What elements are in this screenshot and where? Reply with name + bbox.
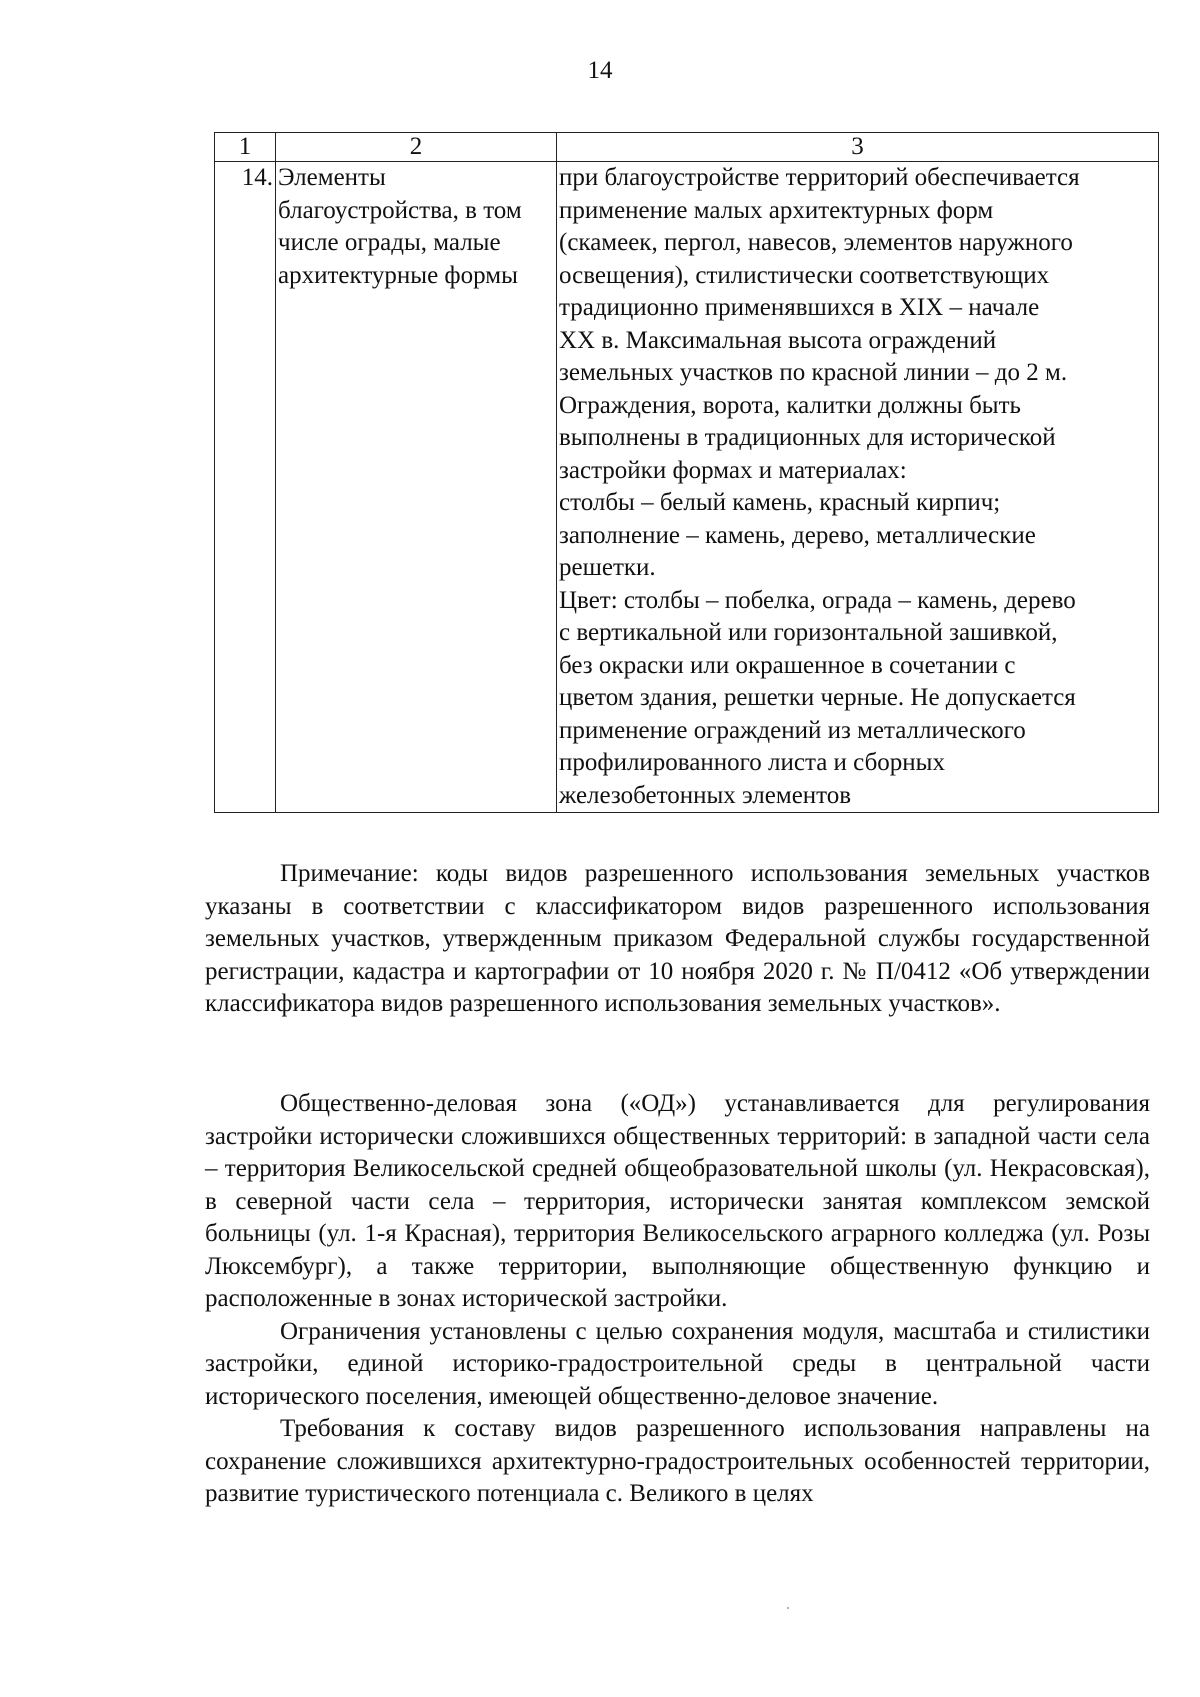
note-block [205, 858, 1150, 1021]
row-description-cell [557, 162, 1159, 813]
note-paragraph: Примечание: коды видов разрешенного использования земельных участков указаны в соответствии с классификатором видов разрешенного использования земельных участков, утвержденным приказом Федеральной службы государственной регистрации, кадастра и картографии от 10 ноября 2020 г. № П/0412 «Об утверждении классификатора видов разрешенного использования земельных участков». [205, 860, 1150, 1017]
row-description-line: применение малых архитектурных форм [559, 196, 994, 224]
row-description-line: земельных участков по красной линии – до 2 м. [559, 359, 1068, 386]
body-paragraph: Требования к составу видов разрешенного использования направлены на сохранение сложившихся архитектурно-градостроительных особенностей территории, развитие туристического потенциала с. Великого в целях [205, 1415, 1150, 1507]
requirements-table [214, 132, 1159, 813]
row-description-line: выполнены в традиционных для исторической [559, 424, 1056, 451]
row-description-line: железобетонных элементов [559, 781, 852, 809]
body-paragraph: Общественно-деловая зона («ОД») устанавливается для регулирования застройки исторически сложившихся общественных территорий: в западной части села – территория Великосельской средней общеобразовательной школы (ул. Некрасовская), в северной части села – территория, исторически занятая комплексом земской больницы (ул. 1-я Красная), территория Великосельского аграрного колледжа (ул. Розы Люксембург), а также территории, выполняющие общественную функцию и расположенные в зонах исторической застройки. [205, 1090, 1150, 1312]
row-description-line: применение ограждений из металлического [559, 716, 1026, 744]
row-description-line: цветом здания, решетки черные. Не допускается [559, 684, 1076, 711]
row-name-line: числе ограды, малые [278, 229, 501, 256]
row-description-line: застройки формах и материалах: [559, 456, 907, 484]
scan-speck [787, 1607, 789, 1609]
row-description-line: Ограждения, ворота, калитки должны быть [559, 391, 1021, 419]
row-description-line: без окраски или окрашенное в сочетании с [559, 651, 1016, 679]
row-description-line: с вертикальной или горизонтальной зашивкой, [559, 619, 1058, 646]
row-description-line: Цвет: столбы – побелка, ограда – камень, дерево [559, 586, 1076, 614]
row-description-line: заполнение – камень, дерево, металлические [559, 521, 1036, 549]
body-text [205, 1088, 1150, 1511]
body-paragraph: Ограничения установлены с целью сохранения модуля, масштаба и стилистики застройки, единой историко-градостроительной среды в центральной части исторического поселения, имеющей общественно-деловое значение. [205, 1317, 1150, 1410]
row-name-line: благоустройства, в том [278, 196, 522, 224]
page-number: 14 [587, 57, 613, 84]
column-header-2: 2 [276, 133, 557, 162]
row-name-cell [276, 162, 557, 813]
row-description-line: освещения), стилистически соответствующих [559, 261, 1050, 289]
row-name-line: Элементы [278, 164, 386, 191]
row-description-line: традиционно применявшихся в XIX – начале [559, 294, 1040, 321]
row-number: 14. [215, 162, 276, 813]
row-name-line: архитектурные формы [278, 261, 518, 289]
row-description-line: (скамеек, пергол, навесов, элементов наружного [559, 229, 1073, 256]
column-header-3: 3 [557, 133, 1159, 162]
column-header-1: 1 [215, 133, 276, 162]
row-description-line: XX в. Максимальная высота ограждений [559, 326, 997, 354]
table-header-row [215, 133, 1159, 162]
row-description-line: решетки. [559, 554, 656, 581]
row-description-line: столбы – белый камень, красный кирпич; [559, 489, 1001, 516]
row-description-line: профилированного листа и сборных [559, 749, 945, 776]
row-description-line: при благоустройстве территорий обеспечивается [559, 164, 1080, 191]
table-row [215, 162, 1159, 813]
